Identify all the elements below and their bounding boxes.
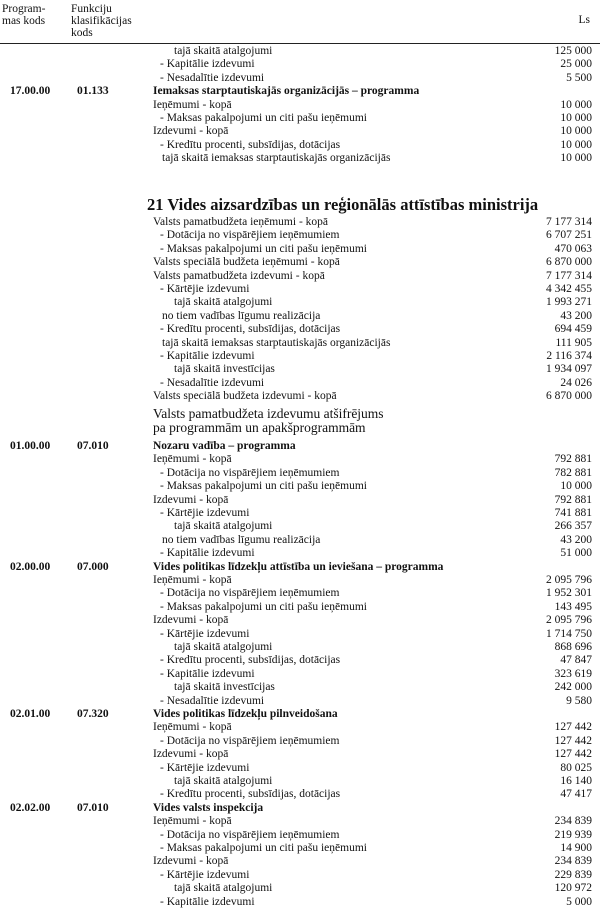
- row-value: 16 140: [560, 775, 592, 787]
- row-label: tajā skaitā atalgojumi: [174, 882, 273, 895]
- program-row: [0, 440, 600, 453]
- table-row: [0, 58, 600, 71]
- table-row: [0, 775, 600, 788]
- table-row: [0, 587, 600, 600]
- table-row: [0, 735, 600, 748]
- table-row: [0, 494, 600, 507]
- table-row: [0, 762, 600, 775]
- table-row: [0, 229, 600, 242]
- table-row: [0, 641, 600, 654]
- row-label: - Kārtējie izdevumi: [160, 283, 250, 295]
- row-label: - Dotācija no vispārējiem ieņēmumiem: [160, 229, 340, 242]
- header-currency: Ls: [578, 14, 590, 26]
- row-value: 6 870 000: [546, 256, 592, 269]
- row-label: - Kārtējie izdevumi: [160, 507, 250, 519]
- row-label: - Dotācija no vispārējiem ieņēmumiem: [160, 734, 340, 747]
- row-label: - Kredītu procenti, subsīdijas, dotācijas: [160, 138, 341, 151]
- row-label: Izdevumi - kopā: [153, 125, 229, 138]
- header-divider: [0, 43, 600, 44]
- row-label: Nozaru vadība – programma: [153, 440, 296, 452]
- table-row: [0, 243, 600, 256]
- table-row: [0, 453, 600, 466]
- table-row: [0, 721, 600, 734]
- row-label: Izdevumi - kopā: [153, 748, 229, 761]
- row-value: 868 696: [554, 641, 592, 653]
- table-row: [0, 112, 600, 125]
- row-label: Valsts speciālā budžeta izdevumi - kopā: [153, 390, 337, 403]
- header-function-code: Funkciju klasifikācijas kods: [71, 3, 132, 39]
- row-value: 10 000: [560, 152, 592, 165]
- row-label: Izdevumi - kopā: [153, 614, 229, 627]
- row-value: 229 839: [554, 868, 592, 881]
- program-code: 02.00.00: [10, 560, 51, 573]
- row-label: - Maksas pakalpojumi un citi pašu ieņēmumi: [160, 112, 367, 124]
- row-value: 741 881: [554, 507, 592, 519]
- row-value: 1 934 097: [546, 363, 592, 376]
- row-label: - Kredītu procenti, subsīdijas, dotācijas: [160, 654, 341, 667]
- row-value: 470 063: [554, 242, 592, 255]
- row-label: no tiem vadības līgumu realizācija: [162, 309, 321, 322]
- table-row: [0, 681, 600, 694]
- row-label: Vides politikas līdzekļu attīstība un ieviešana – programma: [153, 560, 444, 573]
- table-row: [0, 520, 600, 533]
- table-row: [0, 377, 600, 390]
- row-label: Ieņēmumi - kopā: [153, 98, 232, 111]
- row-value: 792 881: [554, 453, 592, 466]
- row-label: Izdevumi - kopā: [153, 855, 229, 868]
- row-label: Ieņēmumi - kopā: [153, 453, 232, 466]
- row-label: tajā skaitā iemaksas starptautiskajās organizācijās: [162, 336, 391, 349]
- row-value: 792 881: [554, 493, 592, 506]
- row-label: - Kārtējie izdevumi: [160, 761, 250, 774]
- row-value: 24 026: [560, 376, 592, 389]
- row-value: 6 870 000: [546, 390, 592, 403]
- section-title: 21 Vides aizsardzības un reģionālās attīstības ministrija: [147, 195, 539, 214]
- row-value: 127 442: [554, 734, 592, 747]
- row-value: 143 495: [554, 600, 592, 613]
- table-row: [0, 815, 600, 828]
- program-row: [0, 561, 600, 574]
- row-value: 120 972: [554, 882, 592, 895]
- row-label: - Kapitālie izdevumi: [160, 58, 255, 71]
- row-label: - Kredītu procenti, subsīdijas, dotācijas: [160, 323, 341, 336]
- row-label: - Kārtējie izdevumi: [160, 868, 250, 881]
- table-row: [0, 337, 600, 350]
- program-row: [0, 802, 600, 815]
- row-label: tajā skaitā atalgojumi: [174, 641, 273, 653]
- row-label: Ieņēmumi - kopā: [153, 815, 232, 828]
- header-program-code: Program- mas kods: [2, 3, 46, 27]
- row-label: - Dotācija no vispārējiem ieņēmumiem: [160, 828, 340, 841]
- function-code: 01.133: [77, 85, 109, 98]
- table-row: [0, 216, 600, 229]
- table-row: [0, 842, 600, 855]
- row-value: 234 839: [554, 855, 592, 868]
- program-row: [0, 708, 600, 721]
- row-label: - Kapitālie izdevumi: [160, 350, 255, 362]
- row-label: - Dotācija no vispārējiem ieņēmumiem: [160, 466, 340, 479]
- table-row: [0, 45, 600, 58]
- row-label: Ieņēmumi - kopā: [153, 574, 232, 586]
- row-value: 14 900: [560, 842, 592, 854]
- row-label: no tiem vadības līgumu realizācija: [162, 533, 321, 546]
- row-value: 219 939: [554, 828, 592, 841]
- row-value: 125 000: [554, 45, 592, 57]
- table-row: [0, 310, 600, 323]
- table-row: [0, 695, 600, 708]
- table-row: [0, 283, 600, 296]
- table-row: [0, 480, 600, 493]
- table-row: [0, 668, 600, 681]
- row-value: 694 459: [554, 323, 592, 336]
- row-label: Vides valsts inspekcija: [153, 801, 264, 814]
- function-code: 07.010: [77, 801, 109, 814]
- row-value: 25 000: [560, 58, 592, 71]
- row-label: Valsts speciālā budžeta ieņēmumi - kopā: [153, 256, 340, 269]
- table-row: [0, 363, 600, 376]
- row-value: 2 095 796: [546, 614, 592, 627]
- row-value: 7 177 314: [546, 216, 592, 228]
- row-label: - Maksas pakalpojumi un citi pašu ieņēmumi: [160, 600, 367, 613]
- table-row: [0, 855, 600, 868]
- row-label: - Kredītu procenti, subsīdijas, dotācijas: [160, 788, 341, 801]
- row-label: - Dotācija no vispārējiem ieņēmumiem: [160, 587, 340, 600]
- row-value: 127 442: [554, 721, 592, 734]
- row-value: 51 000: [560, 547, 592, 560]
- row-label: - Nesadalītie izdevumi: [160, 71, 265, 84]
- row-label: Valsts pamatbudžeta ieņēmumi - kopā: [153, 216, 329, 228]
- table-row: [0, 152, 600, 165]
- row-value: 43 200: [560, 533, 592, 546]
- row-value: 2 095 796: [546, 574, 592, 586]
- row-label: tajā skaitā atalgojumi: [174, 45, 273, 57]
- table-row: [0, 99, 600, 112]
- table-row: [0, 896, 600, 909]
- row-label: tajā skaitā atalgojumi: [174, 296, 273, 309]
- row-value: 242 000: [554, 681, 592, 694]
- row-label: tajā skaitā atalgojumi: [174, 520, 273, 533]
- row-value: 323 619: [554, 667, 592, 680]
- row-label: - Maksas pakalpojumi un citi pašu ieņēmumi: [160, 242, 367, 255]
- table-row: [0, 882, 600, 895]
- table-row: [0, 323, 600, 336]
- table-row: [0, 296, 600, 309]
- program-code: 02.02.00: [10, 801, 51, 814]
- row-value: 234 839: [554, 815, 592, 828]
- function-code: 07.320: [77, 708, 109, 720]
- row-label: Ieņēmumi - kopā: [153, 721, 232, 734]
- section-subtitle-line1: Valsts pamatbudžeta izdevumu atšifrējums: [153, 406, 384, 421]
- row-value: 4 342 455: [546, 283, 592, 295]
- table-row: [0, 125, 600, 138]
- row-label: - Kapitālie izdevumi: [160, 667, 255, 680]
- row-value: 80 025: [560, 761, 592, 774]
- function-code: 07.010: [77, 440, 109, 452]
- row-value: 2 116 374: [546, 350, 592, 362]
- row-label: Iemaksas starptautiskajās organizācijās – programma: [153, 85, 420, 98]
- section-subtitle-line2: pa programmām un apakšprogrammām: [153, 420, 366, 435]
- row-label: Valsts pamatbudžeta izdevumi - kopā: [153, 269, 325, 282]
- table-row: [0, 628, 600, 641]
- table-row: [0, 72, 600, 85]
- program-code: 01.00.00: [10, 440, 51, 452]
- row-label: - Kapitālie izdevumi: [160, 895, 255, 908]
- table-row: [0, 654, 600, 667]
- table-row: [0, 534, 600, 547]
- table-row: [0, 869, 600, 882]
- table-row: [0, 507, 600, 520]
- row-value: 127 442: [554, 748, 592, 761]
- row-value: 9 580: [566, 694, 592, 707]
- table-row: [0, 788, 600, 801]
- table-row: [0, 601, 600, 614]
- row-value: 5 500: [566, 71, 592, 84]
- row-label: - Kārtējie izdevumi: [160, 627, 250, 640]
- table-row: [0, 748, 600, 761]
- row-value: 782 881: [554, 466, 592, 479]
- row-value: 10 000: [560, 480, 592, 493]
- row-value: 47 847: [560, 654, 592, 667]
- function-code: 07.000: [77, 560, 109, 573]
- program-code: 17.00.00: [10, 85, 51, 98]
- table-row: [0, 574, 600, 587]
- row-label: tajā skaitā iemaksas starptautiskajās organizācijās: [162, 152, 391, 165]
- program-code: 02.01.00: [10, 708, 51, 720]
- row-label: - Maksas pakalpojumi un citi pašu ieņēmumi: [160, 480, 367, 493]
- program-row: [0, 85, 600, 98]
- row-value: 43 200: [560, 309, 592, 322]
- row-label: Izdevumi - kopā: [153, 493, 229, 506]
- row-value: 111 905: [555, 336, 592, 349]
- row-value: 10 000: [560, 125, 592, 138]
- row-value: 6 707 251: [546, 229, 592, 242]
- row-label: - Nesadalītie izdevumi: [160, 694, 265, 707]
- row-label: - Nesadalītie izdevumi: [160, 376, 265, 389]
- row-value: 1 993 271: [546, 296, 592, 309]
- table-row: [0, 256, 600, 269]
- row-value: 10 000: [560, 138, 592, 151]
- row-value: 10 000: [560, 112, 592, 124]
- table-row: [0, 467, 600, 480]
- table-row: [0, 350, 600, 363]
- table-row: [0, 139, 600, 152]
- row-label: - Kapitālie izdevumi: [160, 547, 255, 560]
- row-label: - Maksas pakalpojumi un citi pašu ieņēmumi: [160, 842, 367, 854]
- table-row: [0, 829, 600, 842]
- row-value: 7 177 314: [546, 269, 592, 282]
- row-value: 10 000: [560, 98, 592, 111]
- row-value: 1 714 750: [546, 627, 592, 640]
- row-value: 47 417: [560, 788, 592, 801]
- table-row: [0, 614, 600, 627]
- row-label: tajā skaitā investīcijas: [174, 681, 275, 694]
- row-label: Vides politikas līdzekļu pilnveidošana: [153, 708, 338, 720]
- table-row: [0, 270, 600, 283]
- table-row: [0, 390, 600, 403]
- row-value: 5 000: [566, 895, 592, 908]
- row-label: tajā skaitā investīcijas: [174, 363, 275, 376]
- table-row: [0, 547, 600, 560]
- row-label: tajā skaitā atalgojumi: [174, 775, 273, 787]
- row-value: 1 952 301: [546, 587, 592, 600]
- row-value: 266 357: [554, 520, 592, 533]
